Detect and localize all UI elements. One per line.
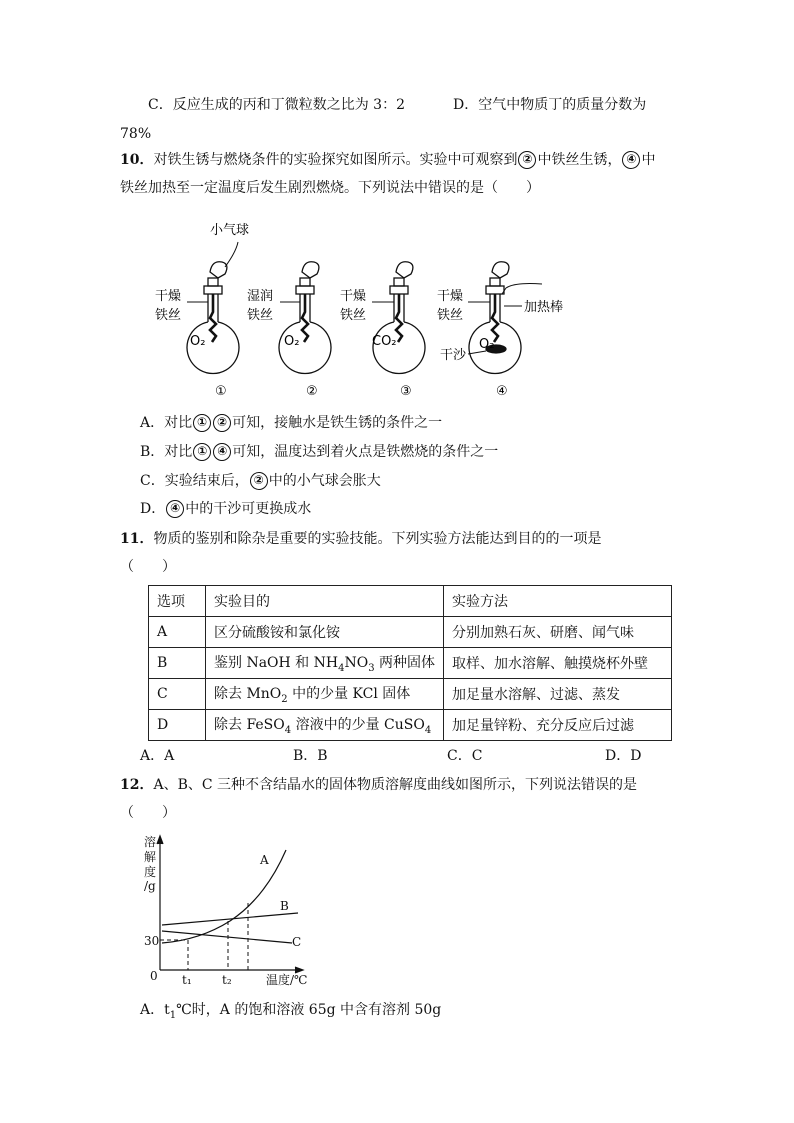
q10-option-c-prefix: C．实验结束后，: [140, 473, 249, 489]
table-row: [149, 648, 672, 679]
circle-number-2: ②: [518, 151, 536, 169]
q11-answer-d: D．D: [605, 748, 642, 764]
row-method: 加足量水溶解、过滤、蒸发: [444, 679, 672, 710]
heat-rod-label: 加热棒: [524, 300, 564, 315]
q10-option-c: [140, 471, 381, 491]
q12-stem: [120, 775, 637, 795]
flask-3-top-label: 干燥: [340, 289, 367, 304]
q11-answer-a: A．A: [140, 748, 175, 764]
circle-number-1: ①: [193, 414, 211, 432]
q10-stem-part2: 中铁丝生锈，: [537, 152, 622, 168]
q9-option-c: C．反应生成的丙和丁微粒数之比为 3：2: [148, 97, 405, 113]
y-axis-label-4: /g: [144, 879, 156, 893]
flask-2-number: ②: [306, 384, 318, 399]
flask-4-gas: O₂: [479, 337, 495, 352]
q10-option-d-prefix: D．: [140, 501, 166, 517]
row-goal: 除去 MnO$_2$ 中的少量 KCl 固体: [206, 679, 444, 710]
row-method: 取样、加水溶解、触摸烧杯外壁: [444, 648, 672, 679]
flask-1-top-label: 干燥: [155, 289, 182, 304]
q10-stem-line1: [120, 150, 655, 170]
row-option: B: [149, 648, 206, 679]
flask-4-top-label: 干燥: [437, 289, 464, 304]
row-option: D: [149, 710, 206, 741]
table-row: [149, 710, 672, 741]
q10-option-b: [140, 442, 498, 462]
solubility-chart: [130, 830, 330, 990]
q12-stem-text: A、B、C 三种不含结晶水的固体物质溶解度曲线如图所示，下列说法错误的是: [153, 777, 638, 793]
y-tick-30: 30: [144, 934, 160, 948]
circle-number-4: ④: [166, 500, 184, 518]
q10-option-a-text: 可知，接触水是铁生锈的条件之一: [232, 415, 443, 431]
table-row: [149, 617, 672, 648]
circle-number-2: ②: [213, 414, 231, 432]
q10-number: 10．: [120, 152, 154, 168]
q10-stem-part3: 中: [641, 152, 656, 168]
series-label-a: A: [260, 853, 269, 867]
circle-number-4: ④: [622, 151, 640, 169]
q11-answer-c: C．C: [447, 748, 483, 764]
y-axis-arrow: [157, 836, 163, 844]
q11-table: [148, 585, 672, 741]
y-axis-label-3: 度: [144, 865, 157, 879]
flask-4: [468, 262, 542, 374]
q10-option-d: [140, 499, 311, 519]
q10-option-a: [140, 413, 442, 433]
q10-option-b-text: 可知，温度达到着火点是铁燃烧的条件之一: [232, 444, 499, 460]
flask-1-number: ①: [215, 384, 227, 399]
q11-paren: （ ）: [120, 559, 176, 575]
x-tick-t2: t₂: [222, 973, 232, 987]
y-axis-label-1: 溶: [144, 835, 157, 849]
row-goal: 鉴别 NaOH 和 $NH_4NO_3$ 两种固体: [206, 648, 444, 679]
flask-2-top-label: 湿润: [247, 289, 274, 304]
series-line-c: [162, 931, 292, 943]
flask-4-bottom-label: 铁丝: [437, 308, 464, 323]
q12-number: 12．: [120, 777, 154, 793]
q9-option-d-cont: 78%: [120, 126, 152, 142]
q11-answer-b: B．B: [293, 748, 328, 764]
q10-option-a-prefix: A．对比: [140, 415, 193, 431]
table-row: [149, 679, 672, 710]
dry-sand-label: 干沙: [440, 348, 467, 363]
flask-3-number: ③: [400, 384, 412, 399]
series-label-c: C: [292, 935, 302, 949]
flask-2: [279, 262, 331, 374]
flask-3-bottom-label: 铁丝: [340, 308, 367, 323]
x-axis-label: 温度/℃: [266, 973, 308, 987]
row-goal: 除去 FeSO$_4$ 溶液中的少量 CuSO$_4$: [206, 710, 444, 741]
header-method: 实验方法: [444, 586, 672, 617]
circle-number-4: ④: [213, 443, 231, 461]
q12-paren: （ ）: [120, 805, 176, 821]
row-goal: 区分硫酸铵和氯化铵: [206, 617, 444, 648]
q10-option-c-text: 中的小气球会胀大: [268, 473, 381, 489]
table-header-row: [149, 586, 672, 617]
row-option: A: [149, 617, 206, 648]
q11-number: 11．: [120, 531, 154, 547]
row-method: 加足量锌粉、充分反应后过滤: [444, 710, 672, 741]
flask-2-gas: O₂: [284, 334, 300, 349]
iron-experiment-diagram: [150, 212, 590, 402]
circle-number-1: ①: [193, 443, 211, 461]
q11-stem: [120, 529, 601, 549]
balloon-label: 小气球: [210, 223, 250, 238]
circle-number-2: ②: [250, 472, 268, 490]
x-tick-t1: t₁: [182, 973, 192, 987]
header-goal: 实验目的: [206, 586, 444, 617]
q10-option-d-text: 中的干沙可更换成水: [185, 501, 312, 517]
y-axis-label-2: 解: [144, 850, 157, 864]
series-line-b: [162, 913, 298, 925]
origin-label: 0: [150, 969, 158, 983]
flask-3: [372, 262, 425, 374]
flask-1-gas: O₂: [190, 334, 206, 349]
q10-option-b-prefix: B．对比: [140, 444, 193, 460]
q12-option-a: A．$t_1℃$时，A 的饱和溶液 65g 中含有溶剂 50g: [140, 1002, 442, 1021]
q10-stem-part1: 对铁生锈与燃烧条件的实验探究如图所示。实验中可观察到: [153, 152, 518, 168]
q9-option-d: D．空气中物质丁的质量分数为: [453, 97, 647, 113]
flask-3-gas: CO₂: [372, 334, 397, 349]
series-label-b: B: [280, 899, 289, 913]
row-method: 分别加熟石灰、研磨、闻气味: [444, 617, 672, 648]
q10-stem-line2: 铁丝加热至一定温度后发生剧烈燃烧。下列说法中错误的是（ ）: [120, 180, 540, 196]
header-option: 选项: [149, 586, 206, 617]
q11-stem-text: 物质的鉴别和除杂是重要的实验技能。下列实验方法能达到目的的一项是: [153, 531, 602, 547]
row-option: C: [149, 679, 206, 710]
flask-4-number: ④: [496, 384, 508, 399]
flask-1-bottom-label: 铁丝: [155, 308, 182, 323]
flask-2-bottom-label: 铁丝: [247, 308, 274, 323]
flask-1: [187, 242, 239, 374]
